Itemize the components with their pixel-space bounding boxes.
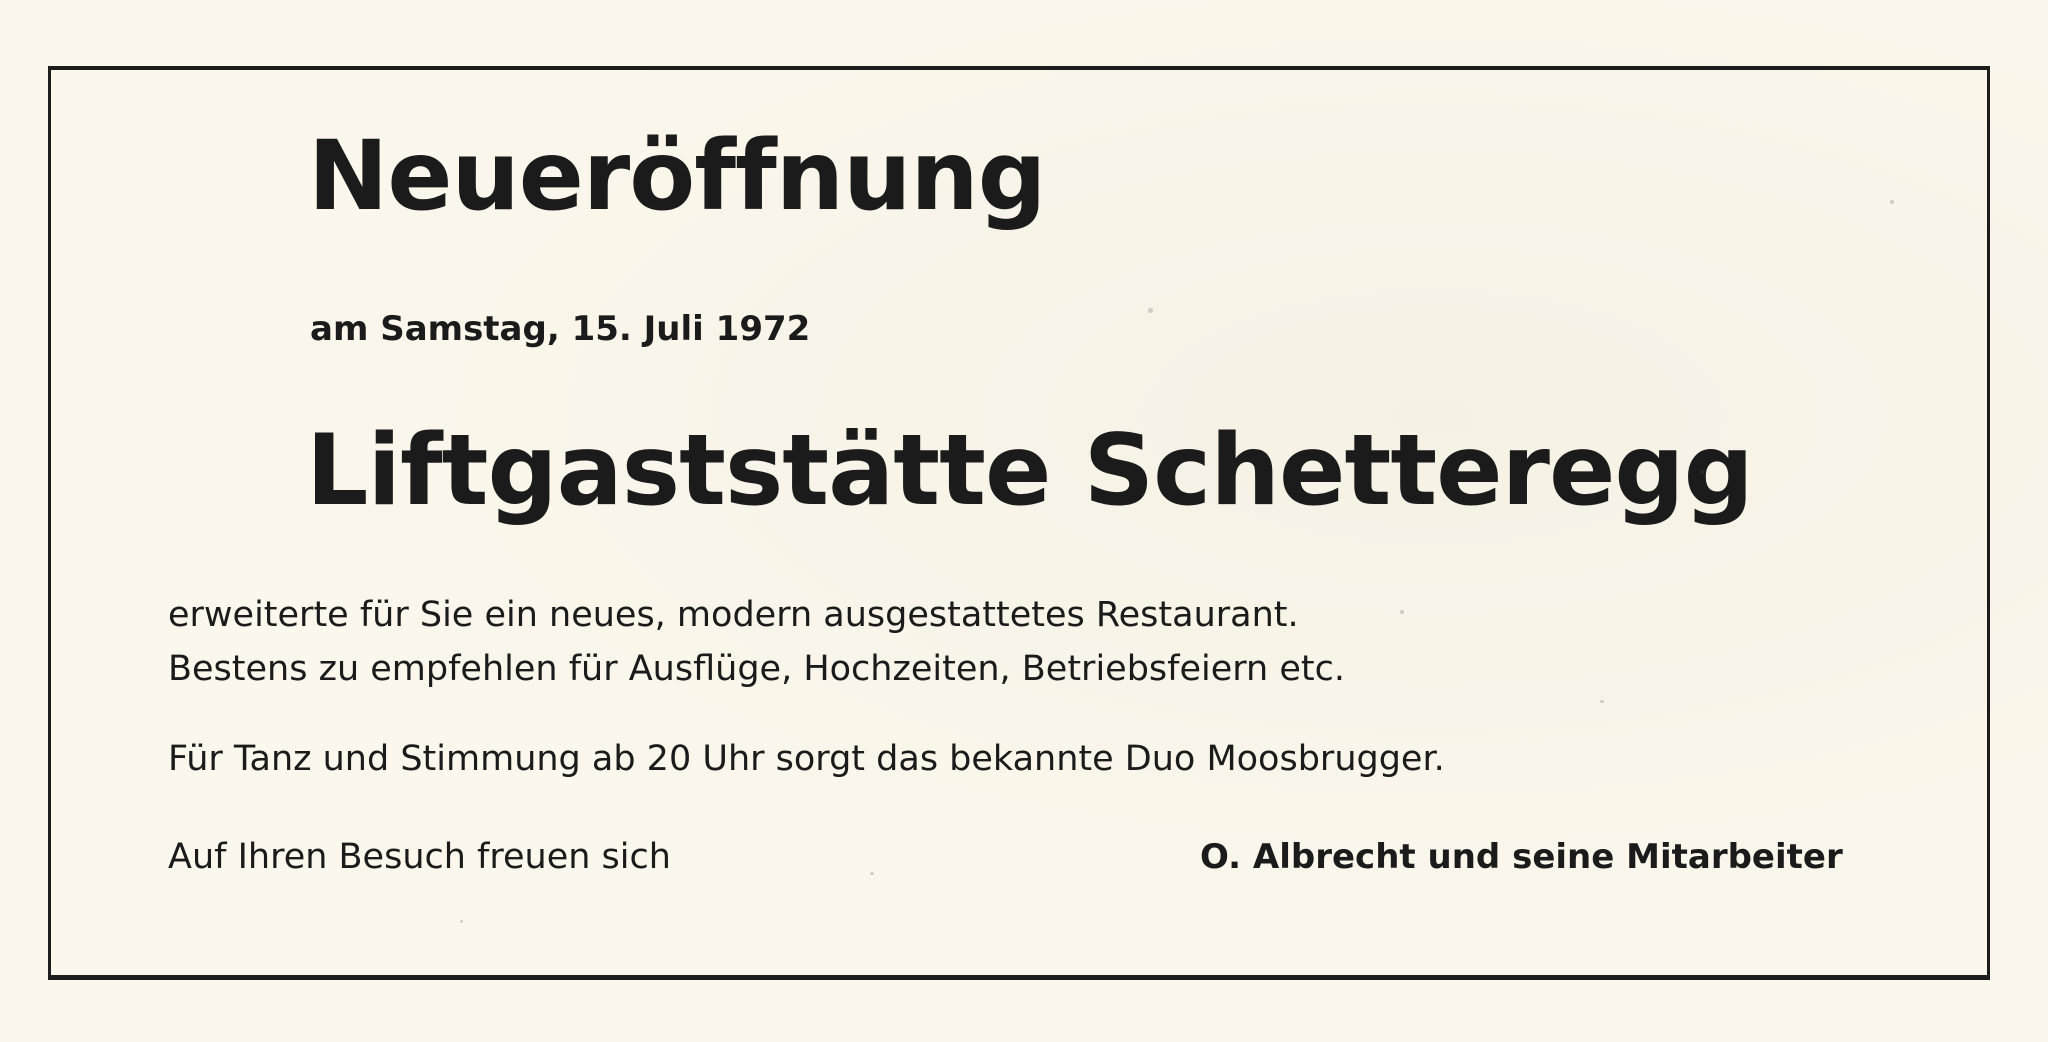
closing-text: Auf Ihren Besuch freuen sich [168,837,671,877]
print-speck [1148,308,1153,313]
print-speck [1600,700,1604,703]
print-speck [1700,470,1705,474]
print-speck [1400,610,1404,614]
headline: Neueröffnung [308,120,1046,232]
body-line-restaurant: erweiterte für Sie ein neues, modern ausgestattetes Restaurant. [168,595,1299,635]
print-speck [870,872,874,875]
body-line-entertainment: Für Tanz und Stimmung ab 20 Uhr sorgt das bekannte Duo Moosbrugger. [168,739,1445,779]
signature-text: O. Albrecht und seine Mitarbeiter [1200,837,1843,877]
event-date: am Samstag, 15. Juli 1972 [310,309,811,349]
venue-name: Liftgaststätte Schetteregg [306,414,1753,528]
print-speck [460,920,463,923]
body-line-recommendation: Bestens zu empfehlen für Ausflüge, Hochzeiten, Betriebsfeiern etc. [168,649,1345,689]
print-speck [1890,200,1894,204]
